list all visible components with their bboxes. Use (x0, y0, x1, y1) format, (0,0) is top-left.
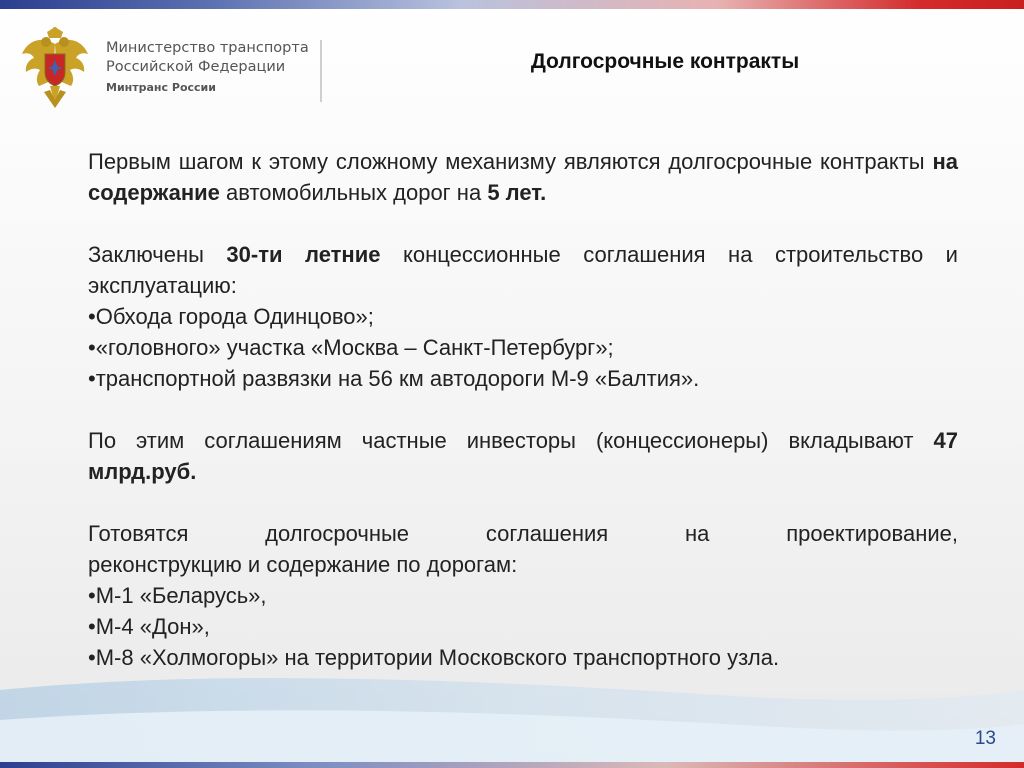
slide-body (88, 146, 958, 673)
p4-word: соглашения (485, 521, 609, 546)
p2-bold-a: 30-ти летние (226, 242, 381, 267)
ministry-logo (20, 26, 330, 110)
list-item: •М-8 «Холмогоры» на территории Московского транспортного узла. (88, 645, 780, 670)
p1-text-b: автомобильных дорог на (219, 180, 488, 205)
p1-bold-a: на содержание (88, 149, 958, 205)
paragraph-first-step (88, 146, 958, 208)
paragraph-investors (88, 425, 958, 487)
p2-text-a: Заключены (88, 242, 227, 267)
page-number: 13 (974, 728, 996, 749)
list-item: •М-1 «Беларусь», (88, 583, 267, 608)
list-item: •М-4 «Дон», (88, 614, 210, 639)
list-item: •транспортной развязки на 56 км автодороги М-9 «Балтия». (88, 366, 700, 391)
org-name-line2: Российской Федерации (106, 59, 286, 75)
p1-text-a: Первым шагом к этому сложному механизму являются долгосрочные контракты (88, 149, 933, 174)
slide-title: Долгосрочные контракты (530, 50, 800, 73)
top-accent-bar (0, 0, 1024, 9)
org-name-line1: Министерство транспорта (106, 40, 309, 56)
p4-word: на (685, 521, 710, 546)
p4-word: Готовятся (88, 521, 189, 546)
bottom-accent-bar (0, 762, 1024, 768)
logo-divider (320, 40, 322, 102)
p4-word: долгосрочные (265, 521, 410, 546)
p1-bold-b: 5 лет. (487, 180, 547, 205)
p4-line2: реконструкцию и содержание по дорогам: (88, 552, 518, 577)
p4-word: проектирование, (786, 521, 958, 546)
p2-intro (88, 239, 958, 301)
p3-bold-a: 47 млрд.руб. (88, 428, 958, 484)
coat-of-arms-icon (20, 26, 90, 110)
bottom-wave-decoration (0, 650, 1024, 768)
p3-text-a: По этим соглашениям частные инвесторы (концессионеры) вкладывают (88, 428, 934, 453)
p2-text-b: концессионные соглашения на строительство и эксплуатацию: (88, 242, 958, 298)
list-item: •«головного» участка «Москва – Санкт-Петербург»; (88, 335, 614, 360)
list-item: •Обхода города Одинцово»; (88, 304, 374, 329)
paragraph-concessions (88, 239, 958, 394)
org-short-name: Минтранс России (106, 81, 216, 94)
p4-line1 (88, 518, 958, 549)
